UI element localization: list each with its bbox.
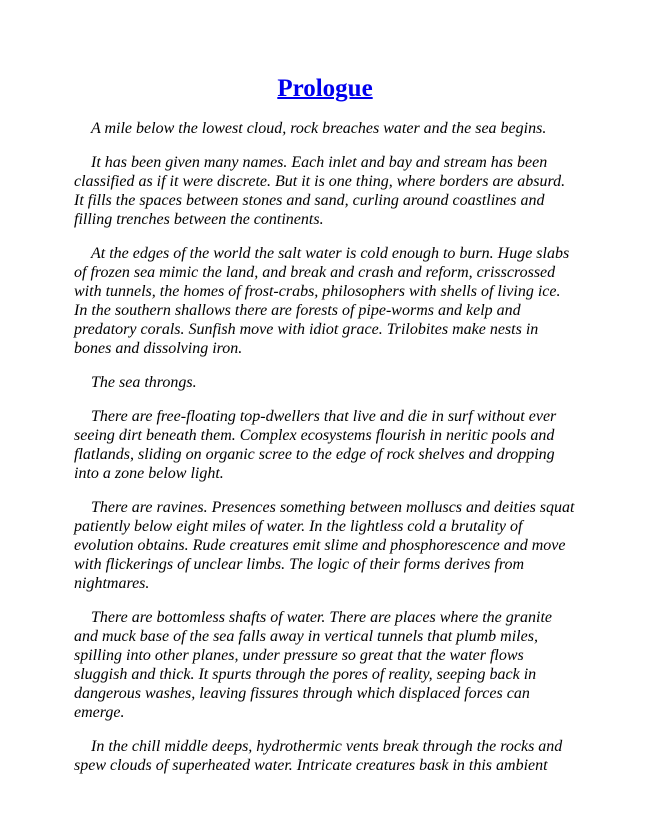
- chapter-title: [74, 74, 576, 104]
- chapter-title-link[interactable]: Prologue: [277, 75, 373, 102]
- paragraph: It has been given many names. Each inlet and bay and stream has been classified as if it were discrete. But it is one thing, where borders are absurd. It fills the spaces between stones and sand, curling around coastlines and filling trenches between the continents.: [74, 154, 566, 228]
- paragraph: A mile below the lowest cloud, rock breaches water and the sea begins.: [91, 120, 547, 137]
- paragraph: At the edges of the world the salt water is cold enough to burn. Huge slabs of frozen sea mimic the land, and break and crash and reform, crisscrossed with tunnels, the homes of frost-crabs, philosophers with shells of living ice. In the southern shallows there are forests of pipe-worms and kelp and predatory corals. Sunfish move with idiot grace. Trilobites make nests in bones and dissolving iron.: [74, 245, 570, 357]
- paragraph: In the chill middle deeps, hydrothermic vents break through the rocks and spew clouds of superheated water. Intricate creatures bask in this ambient: [74, 738, 563, 774]
- paragraph: There are bottomless shafts of water. There are places where the granite and muck base of the sea falls away in vertical tunnels that plumb miles, spilling into other planes, under pressure so great that the water flows sluggish and thick. It spurts through the pores of reality, seeping back in dangerous washes, leaving fissures through which displaced forces can emerge.: [74, 609, 552, 721]
- paragraph: There are free-floating top-dwellers that live and die in surf without ever seeing dirt beneath them. Complex ecosystems flourish in neritic pools and flatlands, sliding on organic scree to the edge of rock shelves and dropping into a zone below light.: [74, 408, 557, 482]
- paragraph: There are ravines. Presences something between molluscs and deities squat patiently below eight miles of water. In the lightless cold a brutality of evolution obtains. Rude creatures emit slime and phosphorescence and move with flickerings of unclear limbs. The logic of their forms derives from nightmares.: [74, 499, 575, 592]
- paragraph: The sea throngs.: [91, 374, 197, 391]
